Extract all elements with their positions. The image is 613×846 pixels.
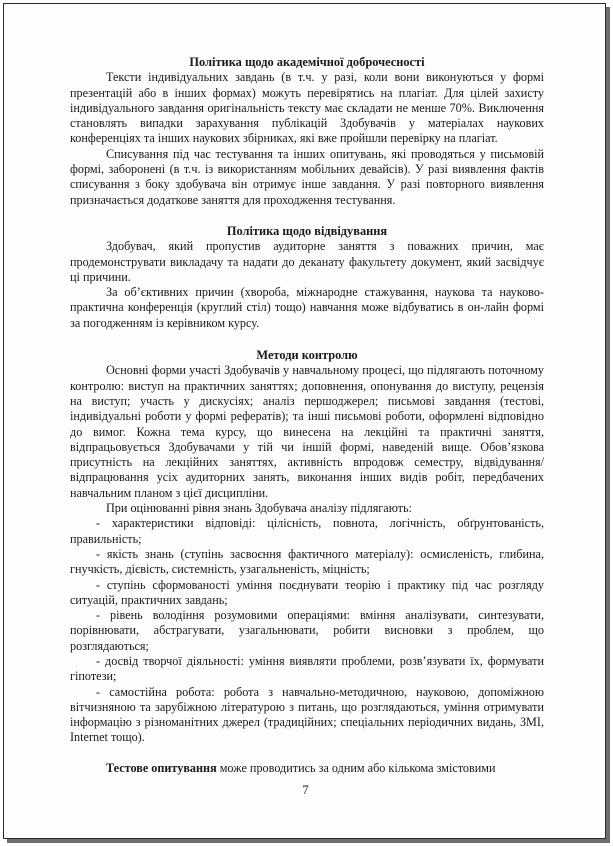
paragraph-cheating: Списування під час тестування та інших опитувань, які проводяться у письмовій формі, заборонені (в т.ч. із використанням мобільних девайсів). У разі виявлення фактів списування з боку здобувача він отримує інше завдання. У разі повторного виявлення призначається додаткове заняття для проходження тестування. [70,146,544,207]
list-item: - самостійна робота: робота з навчально-методичною, науковою, допоміжною вітчизняною та зарубіжною літературою з питань, що розглядаються, уміння отримувати інформацію з різноманітних джерел (традиційних; спеціальних періодичних видань, ЗМІ, Internet тощо). [70,684,544,745]
test-survey-rest: може проводитись за одним або кількома змістовими [216,760,496,775]
spacer [70,208,544,224]
list-item: - рівень володіння розумовими операціями: вміння аналізувати, синтезувати, порівнювати, абстрагувати, узагальнювати, робити висновки з проблем, що розглядаються; [70,608,544,653]
section-title-academic-integrity: Політика щодо академічної доброчесності [189,55,425,69]
paragraph-test-survey [70,761,544,776]
paragraph-plagiarism: Тексти індивідуальних завдань (в т.ч. у разі, коли вони виконуються у формі презентацій або в інших формах) можуть перевірятись на плагіат. Для цілей захисту індивідуального завдання оригінальність тексту має складати не менше 70%. Виключення становлять випадки зарахування публікацій Здобувачів у матеріалах наукових конференціях та інших наукових збірниках, які вже пройшли перевірку на плагіат. [70,70,544,146]
paragraph-assessment-intro: При оцінюванні рівня знань Здобувача аналізу підлягають: [106,501,412,516]
paragraph-control-forms: Основні форми участі Здобувачів у навчальному процесі, що підлягають поточному контролю: виступ на практичних заняттях; доповнення, опонування до виступу, рецензія на виступ; участь у дискусіях; аналіз першоджерел; письмові завдання (тестові, індивідуальні роботи у формі рефератів); та інші письмові роботи, оформлені відповідно до вимог. Кожна тема курсу, що винесена на лекційні та практичні заняття, відпрацьовується Здобувачами у тій чи іншій формі, наведеній вище. Обов’язкова присутність на лекційних заняттях, активність впродовж семестру, відвідування/відпрацювання усіх аудиторних занять, виконання інших видів робіт, передбачених навчальним планом з цієї дисципліни. [70,363,544,500]
list-item: - характеристики відповіді: цілісність, повнота, логічність, обґрунтованість, правильність; [70,516,544,546]
list-item: - ступінь сформованості уміння поєднувати теорію і практику під час розгляду ситуацій, практичних завдань; [70,577,544,607]
spacer [70,746,544,761]
page-number: 7 [302,783,309,797]
test-survey-lead: Тестове опитування [106,760,217,775]
spacer [70,331,544,348]
section-title-control-methods: Методи контролю [256,348,358,363]
section-title-attendance: Політика щодо відвідування [226,223,388,238]
page-content [70,55,544,776]
list-item: - досвід творчої діяльності: уміння виявляти проблеми, розв’язувати їх, формувати гіпотези; [70,653,544,684]
list-item: - якість знань (ступінь засвоєння фактичного матеріалу): осмисленість, глибина, гнучкість, дієвість, системність, узагальненість, міцність; [70,546,544,577]
paragraph-absence: Здобувач, який пропустив аудиторне заняття з поважних причин, має продемонструвати викладачу та надати до деканату факультету документ, який засвідчує ці причини. [70,239,544,284]
document-page [3,3,606,839]
paragraph-online: За об’єктивних причин (хвороба, міжнародне стажування, наукова та науково-практична конференція (круглий стіл) тощо) навчання може відбуватись в он-лайн формі за погодженням із керівником курсу. [70,285,544,330]
